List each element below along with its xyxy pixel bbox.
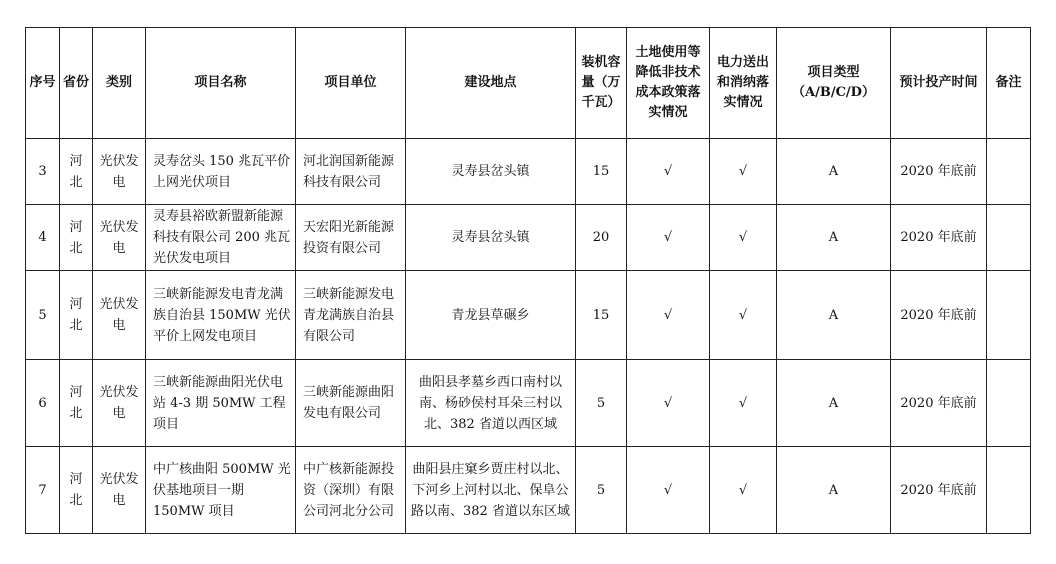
header-province: 省份 [60,28,93,139]
cell-expected-date: 2020 年底前 [891,139,987,205]
cell-capacity: 15 [576,271,627,360]
cell-project-type: A [777,271,891,360]
cell-category: 光伏发电 [93,360,146,447]
cell-province: 河北 [60,447,93,534]
cell-project-name: 三峡新能源曲阳光伏电站 4-3 期 50MW 工程项目 [146,360,296,447]
header-project-type: 项目类型（A/B/C/D） [777,28,891,139]
cell-remark [987,360,1031,447]
cell-expected-date: 2020 年底前 [891,205,987,271]
table-row [26,271,1031,360]
header-category: 类别 [93,28,146,139]
project-table [25,27,1031,534]
cell-expected-date: 2020 年底前 [891,360,987,447]
cell-category: 光伏发电 [93,205,146,271]
table-row [26,139,1031,205]
cell-power-policy: √ [710,360,777,447]
cell-project-unit: 三峡新能源曲阳发电有限公司 [296,360,406,447]
cell-land-policy: √ [627,205,710,271]
cell-project-type: A [777,447,891,534]
header-power-policy: 电力送出和消纳落实情况 [710,28,777,139]
table-row [26,360,1031,447]
cell-project-unit: 三峡新能源发电青龙满族自治县有限公司 [296,271,406,360]
cell-land-policy: √ [627,271,710,360]
cell-power-policy: √ [710,447,777,534]
cell-power-policy: √ [710,139,777,205]
cell-location: 曲阳县庄窠乡贾庄村以北、下河乡上河村以北、保阜公路以南、382 省道以东区域 [406,447,576,534]
cell-capacity: 15 [576,139,627,205]
cell-project-name: 三峡新能源发电青龙满族自治县 150MW 光伏平价上网发电项目 [146,271,296,360]
header-remark: 备注 [987,28,1031,139]
table-row [26,447,1031,534]
cell-seq: 7 [26,447,60,534]
cell-province: 河北 [60,360,93,447]
header-capacity: 装机容量（万千瓦） [576,28,627,139]
cell-expected-date: 2020 年底前 [891,271,987,360]
cell-category: 光伏发电 [93,447,146,534]
cell-power-policy: √ [710,205,777,271]
cell-remark [987,205,1031,271]
cell-project-type: A [777,360,891,447]
cell-province: 河北 [60,139,93,205]
cell-capacity: 20 [576,205,627,271]
cell-land-policy: √ [627,447,710,534]
cell-project-unit: 中广核新能源投资（深圳）有限公司河北分公司 [296,447,406,534]
cell-land-policy: √ [627,360,710,447]
cell-remark [987,139,1031,205]
cell-seq: 3 [26,139,60,205]
cell-province: 河北 [60,271,93,360]
header-seq: 序号 [26,28,60,139]
cell-project-name: 灵寿岔头 150 兆瓦平价上网光伏项目 [146,139,296,205]
cell-project-name: 灵寿县裕欧新盟新能源科技有限公司 200 兆瓦光伏发电项目 [146,205,296,271]
cell-seq: 6 [26,360,60,447]
cell-capacity: 5 [576,447,627,534]
cell-project-unit: 河北润国新能源科技有限公司 [296,139,406,205]
cell-province: 河北 [60,205,93,271]
cell-project-type: A [777,139,891,205]
table-row [26,205,1031,271]
cell-location: 灵寿县岔头镇 [406,139,576,205]
header-location: 建设地点 [406,28,576,139]
header-expected-date: 预计投产时间 [891,28,987,139]
cell-land-policy: √ [627,139,710,205]
cell-project-type: A [777,205,891,271]
cell-seq: 4 [26,205,60,271]
cell-power-policy: √ [710,271,777,360]
header-land-policy: 土地使用等降低非技术成本政策落实情况 [627,28,710,139]
cell-location: 灵寿县岔头镇 [406,205,576,271]
cell-seq: 5 [26,271,60,360]
cell-remark [987,271,1031,360]
cell-expected-date: 2020 年底前 [891,447,987,534]
cell-location: 曲阳县孝墓乡西口南村以南、杨砂侯村耳朵三村以北、382 省道以西区域 [406,360,576,447]
header-row [26,28,1031,139]
header-project-name: 项目名称 [146,28,296,139]
cell-location: 青龙县草碾乡 [406,271,576,360]
cell-project-name: 中广核曲阳 500MW 光伏基地项目一期 150MW 项目 [146,447,296,534]
cell-project-unit: 天宏阳光新能源投资有限公司 [296,205,406,271]
cell-capacity: 5 [576,360,627,447]
cell-category: 光伏发电 [93,139,146,205]
header-project-unit: 项目单位 [296,28,406,139]
cell-category: 光伏发电 [93,271,146,360]
cell-remark [987,447,1031,534]
